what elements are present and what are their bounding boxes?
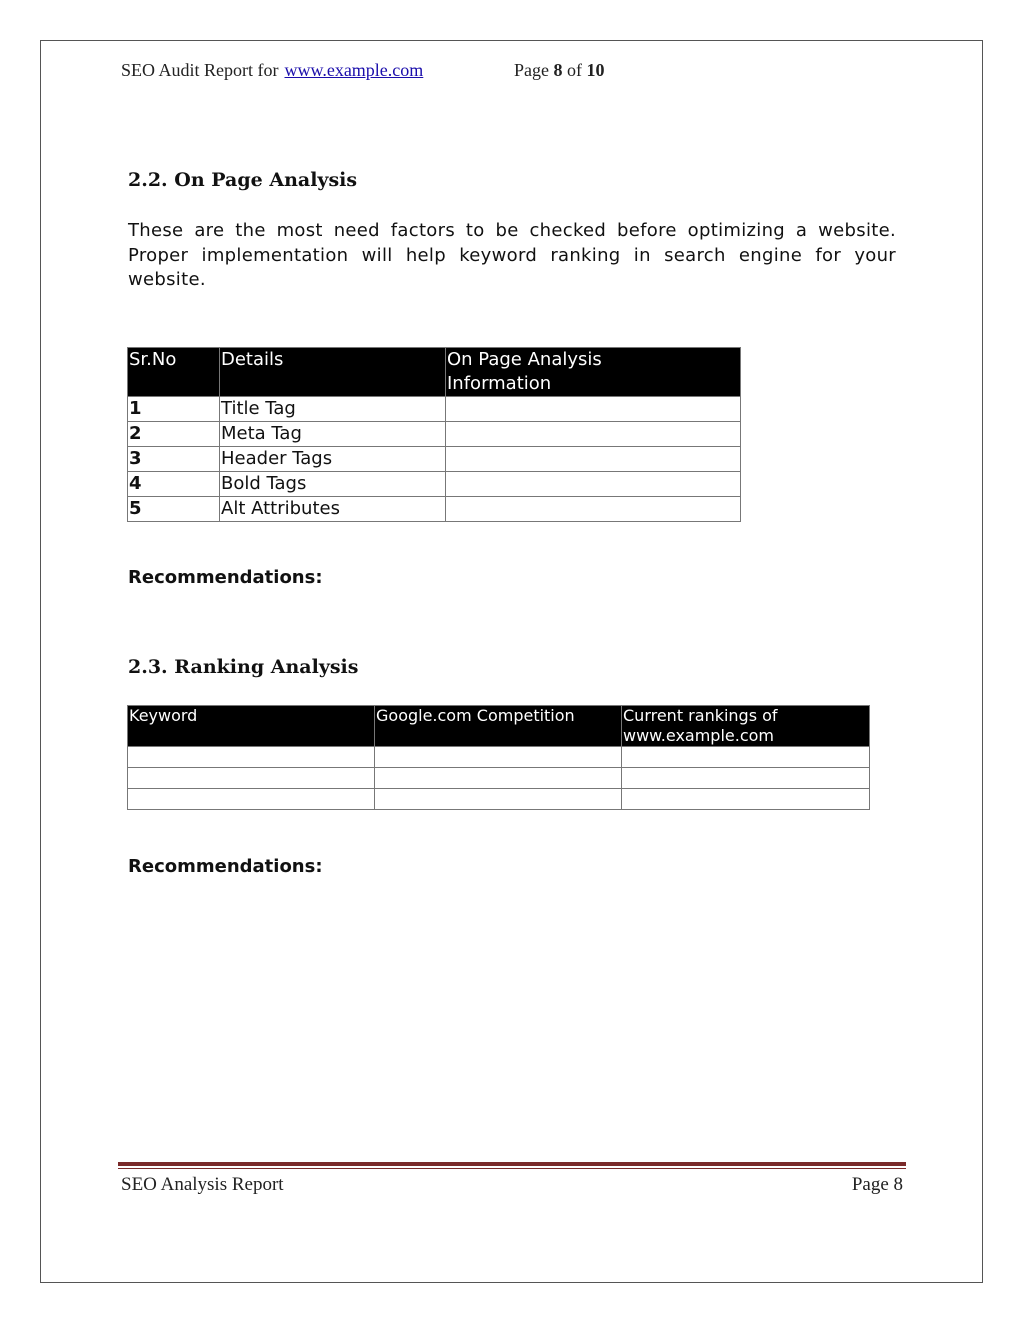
row-info bbox=[446, 447, 741, 472]
row-info bbox=[446, 422, 741, 447]
col-header-competition: Google.com Competition bbox=[375, 706, 622, 727]
table-row bbox=[128, 472, 741, 497]
header-page-indicator: Page 8 of 10 bbox=[514, 60, 605, 80]
footer-title: SEO Analysis Report bbox=[121, 1174, 284, 1195]
table-row bbox=[128, 422, 741, 447]
footer-rule bbox=[118, 1162, 906, 1166]
recommendations-heading-on-page: Recommendations: bbox=[128, 567, 323, 588]
intro-paragraph: These are the most need factors to be checked before optimizing a website. Proper implementation will help keyword ranking in search engine for your website. bbox=[128, 220, 896, 290]
competition-cell bbox=[375, 747, 622, 768]
ranking-cell bbox=[622, 747, 870, 768]
col-header-srno: Sr.No bbox=[128, 348, 220, 373]
keyword-cell bbox=[128, 747, 375, 768]
section-heading-ranking: 2.3. Ranking Analysis bbox=[128, 656, 359, 678]
page-header bbox=[121, 60, 605, 81]
row-number: 3 bbox=[128, 447, 220, 472]
on-page-table bbox=[127, 347, 741, 522]
col-header-details: Details bbox=[220, 348, 446, 373]
footer-page-number: Page 8 bbox=[851, 1174, 903, 1195]
ranking-table bbox=[127, 705, 870, 810]
header-prefix: SEO Audit Report for bbox=[121, 60, 279, 80]
row-number: 5 bbox=[128, 497, 220, 522]
row-info bbox=[446, 397, 741, 422]
row-info bbox=[446, 472, 741, 497]
col-header-information: Information bbox=[446, 372, 741, 397]
header-site-link[interactable]: www.example.com bbox=[284, 60, 424, 80]
col-header-current-rankings: Current rankings of bbox=[622, 706, 870, 727]
row-number: 4 bbox=[128, 472, 220, 497]
row-number: 2 bbox=[128, 422, 220, 447]
competition-cell bbox=[375, 789, 622, 810]
row-detail: Meta Tag bbox=[220, 422, 446, 447]
col-header-keyword: Keyword bbox=[128, 706, 375, 727]
row-info bbox=[446, 497, 741, 522]
row-number: 1 bbox=[128, 397, 220, 422]
keyword-cell bbox=[128, 768, 375, 789]
table-row bbox=[128, 768, 870, 789]
table-row bbox=[128, 397, 741, 422]
row-detail: Alt Attributes bbox=[220, 497, 446, 522]
table-row bbox=[128, 789, 870, 810]
ranking-cell bbox=[622, 789, 870, 810]
table-row bbox=[128, 447, 741, 472]
row-detail: Header Tags bbox=[220, 447, 446, 472]
row-detail: Bold Tags bbox=[220, 472, 446, 497]
row-detail: Title Tag bbox=[220, 397, 446, 422]
col-header-site: www.example.com bbox=[622, 726, 870, 747]
section-heading-on-page: 2.2. On Page Analysis bbox=[128, 169, 358, 191]
keyword-cell bbox=[128, 789, 375, 810]
table-row bbox=[128, 497, 741, 522]
footer-rule-thin bbox=[118, 1168, 906, 1169]
ranking-cell bbox=[622, 768, 870, 789]
competition-cell bbox=[375, 768, 622, 789]
col-header-analysis: On Page Analysis bbox=[446, 348, 741, 373]
table-row bbox=[128, 747, 870, 768]
recommendations-heading-ranking: Recommendations: bbox=[128, 856, 323, 877]
